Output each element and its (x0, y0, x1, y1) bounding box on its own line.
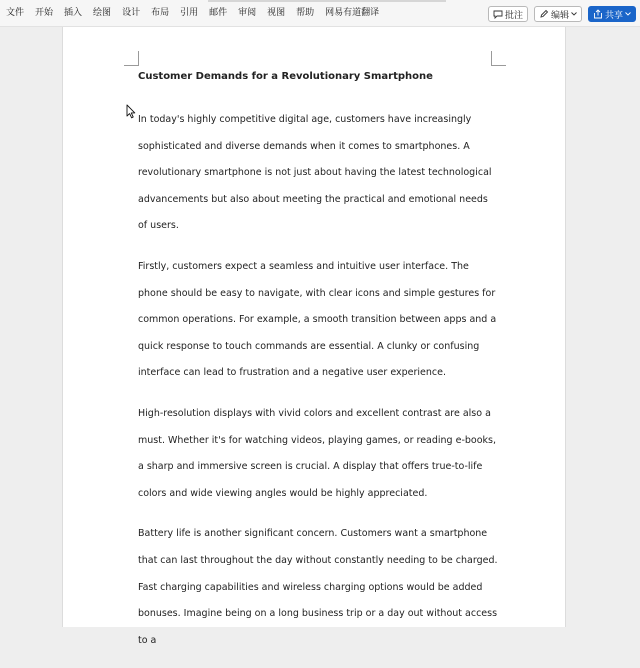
share-button[interactable] (588, 6, 636, 22)
menu-design[interactable]: 设计 (122, 8, 141, 18)
ribbon-bar (0, 0, 640, 27)
comments-label: 批注 (504, 10, 523, 21)
margin-corner-top-right (491, 51, 506, 66)
menu-help[interactable]: 帮助 (296, 8, 315, 18)
editing-mode-label: 编辑 (550, 10, 569, 21)
pencil-icon (539, 9, 549, 19)
menu-layout[interactable]: 布局 (151, 8, 170, 18)
ribbon-actions (488, 6, 636, 22)
document-body[interactable] (138, 71, 498, 668)
chevron-down-icon (625, 12, 631, 16)
document-page[interactable] (62, 27, 566, 646)
margin-corner-top-left (124, 51, 139, 66)
chevron-down-icon (571, 12, 577, 16)
menu-mailings[interactable]: 邮件 (209, 8, 228, 18)
comments-button[interactable] (488, 6, 528, 22)
menu-youdao-translate[interactable]: 网易有道翻译 (325, 8, 380, 18)
menu-draw[interactable]: 绘图 (93, 8, 112, 18)
mouse-pointer-icon (126, 104, 136, 119)
paragraph: Firstly, customers expect a seamless and intuitive user interface. The phone should be easy to navigate, with clear icons and simple gestures for common operations. For example, a smooth transition between apps and a quick response to touch commands are essential. A clunky or confusing interface can lead to frustration and a negative user experience. (138, 260, 497, 379)
menu-bar (0, 0, 379, 27)
paragraph: In today's highly competitive digital age, customers have increasingly sophisticated and diverse demands when it comes to smartphones. A revolutionary smartphone is not just about having the latest technological advancements but also about meeting the practical and emotional needs of users. (138, 114, 492, 232)
document-title: Customer Demands for a Revolutionary Smartphone (138, 71, 433, 82)
paragraph: Battery life is another significant concern. Customers want a smartphone that can last throughout the day without constantly needing to be charged. Fast charging capabilities and wireless charging options would be added bonuses. Imagine being on a long business trip or a day out without access to a (138, 528, 498, 646)
share-label: 共享 (604, 10, 623, 21)
menu-references[interactable]: 引用 (180, 8, 199, 18)
menu-view[interactable]: 视图 (267, 8, 286, 18)
share-icon (593, 9, 603, 19)
menu-file[interactable]: 文件 (6, 8, 25, 18)
menu-home[interactable]: 开始 (35, 8, 54, 18)
menu-insert[interactable]: 插入 (64, 8, 83, 18)
paragraph: High-resolution displays with vivid colors and excellent contrast are also a must. Whether it's for watching videos, playing games, or reading e-books, a sharp and immersive screen is crucial. A display that offers true-to-life colors and wide viewing angles would be highly appreciated. (138, 407, 497, 499)
editing-mode-button[interactable] (534, 6, 582, 22)
menu-review[interactable]: 审阅 (238, 8, 257, 18)
comment-icon (493, 10, 503, 19)
